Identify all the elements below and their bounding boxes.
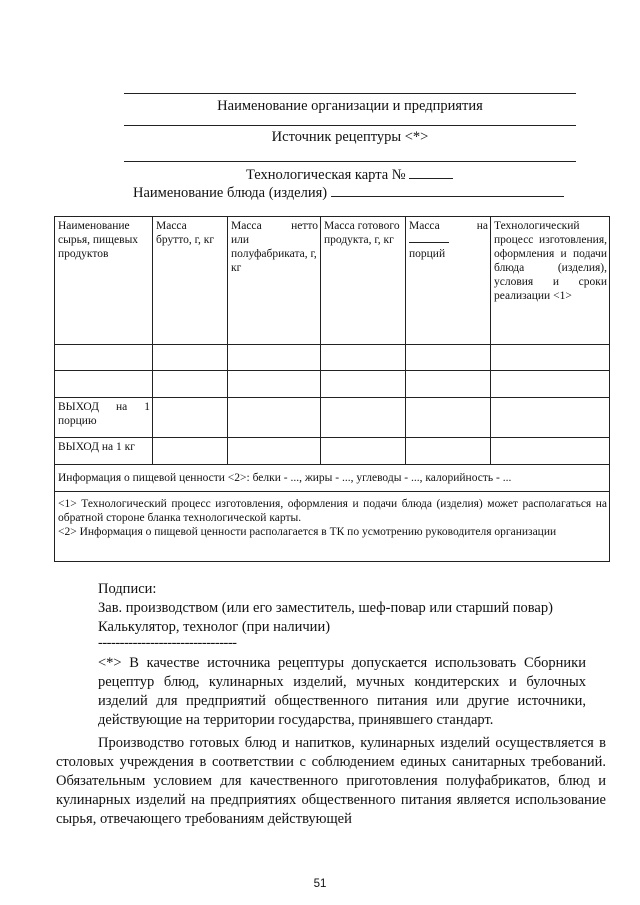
tech-card-table bbox=[54, 216, 610, 562]
col-header-gross-mass: Масса брутто, г, кг bbox=[153, 217, 228, 345]
header-rule-3 bbox=[124, 161, 576, 162]
col-header-ingredients: Наименование сырья, пищевых продуктов bbox=[55, 217, 153, 345]
signature-line-2: Калькулятор, технолог (при наличии) bbox=[98, 619, 331, 635]
net-mass-rest: или полуфабриката, г, кг bbox=[231, 234, 317, 274]
col-header-portions-top bbox=[409, 219, 488, 233]
table-footnotes bbox=[55, 492, 610, 562]
recipe-source-label: Источник рецептуры <*> bbox=[271, 129, 429, 145]
nutrition-row bbox=[55, 465, 610, 492]
dish-name-label: Наименование блюда (изделия) bbox=[133, 185, 328, 201]
table-row bbox=[55, 371, 610, 398]
header-rule-2 bbox=[124, 125, 576, 126]
output-portion-row bbox=[55, 398, 610, 438]
body-paragraph bbox=[56, 734, 606, 829]
net-mass-word1: Масса bbox=[231, 220, 262, 232]
dish-name-line bbox=[133, 183, 564, 202]
col-header-net-mass bbox=[228, 217, 321, 345]
signature-line-1: Зав. производством (или его заместитель, шеф-повар или старший повар) bbox=[98, 600, 553, 616]
tech-card-title bbox=[246, 165, 453, 184]
portions-word3: порций bbox=[409, 248, 446, 260]
portions-blank-line bbox=[409, 233, 488, 247]
table-row bbox=[55, 345, 610, 371]
col-header-net-mass-top bbox=[231, 219, 318, 233]
recipe-source-note bbox=[98, 654, 586, 730]
page-number: 51 bbox=[313, 878, 327, 890]
body-paragraph-text: Производство готовых блюд и напитков, кулинарных изделий осуществляется в столовых учреждения в соответствии с соблюдением единых санитарных требований. Обязательным условием для качественного приготовления полуфабрикатов, блюд и кулинарных изделий на предприятиях общественного питания является использование сырья, отвечающего требованиям действующей bbox=[56, 735, 606, 827]
footnotes-row bbox=[55, 492, 610, 562]
portions-word1: Масса bbox=[409, 220, 440, 232]
footnote-1: <1> Технологический процесс изготовления, оформления и подачи блюда (изделия) может располагаться на обратной стороне бланка технологической карты. bbox=[58, 498, 607, 524]
portions-word2: на bbox=[476, 220, 488, 232]
dish-name-blank bbox=[331, 183, 564, 197]
tech-card-title-text: Технологическая карта № bbox=[246, 167, 406, 183]
signatures-title: Подписи: bbox=[98, 581, 157, 597]
nutrition-info: Информация о пищевой ценности <2>: белки - ..., жиры - ..., углеводы - ..., калорийность - ... bbox=[55, 465, 610, 492]
signature-separator: -------------------------------- bbox=[98, 635, 237, 651]
header-rule-top bbox=[124, 93, 576, 94]
net-mass-word2: нетто bbox=[291, 220, 318, 232]
table-header-row bbox=[55, 217, 610, 345]
col-header-portions-mass bbox=[406, 217, 491, 345]
recipe-source-note-text: <*> В качестве источника рецептуры допускается использовать Сборники рецептур блюд, кулинарных изделий, мучных кондитерских и булочных изделий для предприятий общественного питания или другие источники, действующие на территории государства, принявшего стандарт. bbox=[98, 655, 586, 728]
footnote-2: <2> Информация о пищевой ценности располагается в ТК по усмотрению руководителя организации bbox=[58, 526, 557, 538]
col-header-finished-mass: Масса готового продукта, г, кг bbox=[321, 217, 406, 345]
output-kg-row bbox=[55, 438, 610, 465]
output-portion-label: ВЫХОД на 1 порцию bbox=[55, 398, 153, 438]
card-number-blank bbox=[409, 165, 453, 179]
organization-label: Наименование организации и предприятия bbox=[217, 98, 483, 114]
output-kg-label: ВЫХОД на 1 кг bbox=[55, 438, 153, 465]
col-header-process: Технологический процесс изготовления, оформления и подачи блюда (изделия), условия и сроки реализации <1> bbox=[491, 217, 610, 345]
